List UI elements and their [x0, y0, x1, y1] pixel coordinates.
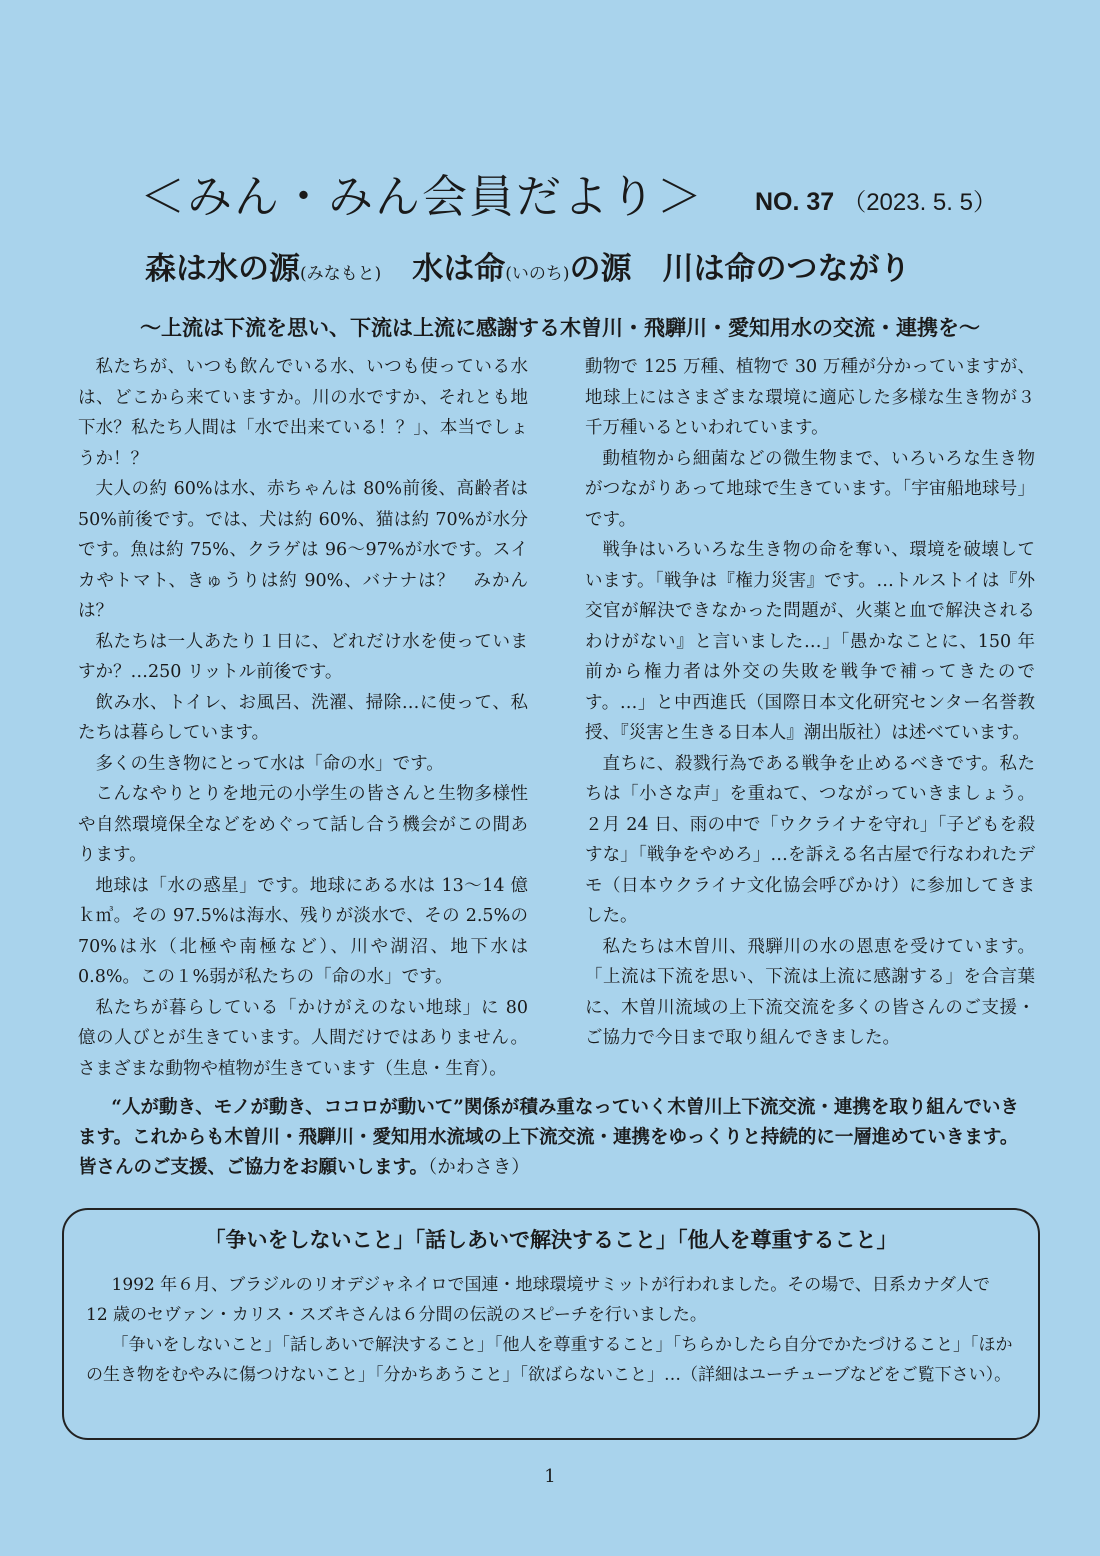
- subheadline: ～上流は下流を思い、下流は上流に感謝する木曽川・飛騨川・愛知用水の交流・連携を～: [140, 315, 980, 340]
- page-number: 1: [544, 1466, 556, 1487]
- closing-statement: [78, 1093, 1028, 1183]
- masthead: [140, 160, 1040, 230]
- left-paragraph: 大人の約 60%は水、赤ちゃんは 80%前後、高齢者は 50%前後です。では、犬は約 60%、猫は約 70%が水分です。魚は約 75%、クラゲは 96～97%が水です。スイカやトマト、きゅうりは約 90%、バナナは？ みかんは？: [78, 479, 528, 621]
- speech-box-body: [86, 1270, 1016, 1390]
- closing-signature: （かわさき）: [428, 1157, 530, 1178]
- left-paragraph: こんなやりとりを地元の小学生の皆さんと生物多様性や自然環境保全などをめぐって話し合う機会がこの間あります。: [78, 784, 528, 865]
- headline-ruby-1: (みなもと): [300, 264, 382, 284]
- speech-box-paragraph: 「争いをしないこと」「話しあいで解決すること」「他人を尊重すること」「ちらかしたら自分でかたづけること」「ほかの生き物をむやみに傷つけないこと」「分かちあうこと」「欲ばらないこと」…（詳細はユーチューブなどをご覧下さい）。: [86, 1335, 1013, 1385]
- speech-box: [62, 1208, 1040, 1440]
- right-paragraph: 私たちは木曽川、飛騨川の水の恩恵を受けています。「上流は下流を思い、下流は上流に感謝する」を合言葉に、木曽川流域の上下流交流を多くの皆さんのご支援・ご協力で今日まで取り組んできました。: [585, 936, 1035, 1048]
- closing-text: “人が動き、モノが動き、ココロが動いて”関係が積み重なっていく木曽川上下流交流・連携を取り組んでいきます。これからも木曽川・飛騨川・愛知用水流域の上下流交流・連携をゆっくりと持続的に一層進めていきます。皆さんのご支援、ご協力をお願いします。: [78, 1097, 1019, 1178]
- right-column: [585, 352, 1035, 1054]
- left-paragraph: 私たちが、いつも飲んでいる水、いつも使っている水は、どこから来ていますか。川の水ですか、それとも地下水？私たち人間は「水で出来ている！？」、本当でしょうか！？: [78, 357, 528, 469]
- speech-box-paragraph: 1992 年６月、ブラジルのリオデジャネイロで国連・地球環境サミットが行われました。その場で、日系カナダ人で 12 歳のセヴァン・カリス・スズキさんは６分間の伝説のスピーチを行いました。: [86, 1275, 991, 1325]
- left-paragraph: 多くの生き物にとって水は「命の水」です。: [95, 753, 444, 774]
- headline-part-3: の源 川は命のつながり: [569, 251, 911, 287]
- right-paragraph-continued: 動物で 125 万種、植物で 30 万種が分かっていますが、地球上にはさまざまな環境に適応した多様な生き物が３千万種いるといわれています。: [585, 357, 1035, 438]
- headline: [145, 243, 965, 288]
- issue-date: （2023. 5. 5）: [842, 189, 997, 216]
- issue-info: [755, 182, 997, 217]
- headline-ruby-2: (いのち): [505, 264, 570, 284]
- headline-part-1: 森は水の源: [145, 251, 300, 287]
- right-paragraph: 動植物から細菌などの微生物まで、いろいろな生き物がつながりあって地球で生きています。「宇宙船地球号」です。: [585, 448, 1035, 530]
- headline-part-2: 水は命: [381, 251, 506, 287]
- speech-box-title: 「争いをしないこと」「話しあいで解決すること」「他人を尊重すること」: [204, 1228, 898, 1252]
- right-paragraph: 戦争はいろいろな生き物の命を奪い、環境を破壊しています。「戦争は『権力災害』です。…トルストイは『外交官が解決できなかった問題が、火薬と血で解決されるわけがない』と言いました…」「愚かなことに、150 年前から権力者は外交の失敗を戦争で補ってきたのです。…」と中西進氏（国際日本文化研究センター名誉教授、『災害と生きる日本人』潮出版社）は述べています。: [585, 540, 1035, 743]
- left-column: [78, 352, 528, 1084]
- newsletter-title: ＜みん・みん会員だより＞: [140, 170, 705, 223]
- left-paragraph: 私たちが暮らしている「かけがえのない地球」に 80 億の人びとが生きています。人間だけではありません。さまざまな動物や植物が生きています（生息・生育）。: [78, 997, 528, 1079]
- issue-number: NO. 37: [755, 188, 835, 216]
- left-paragraph: 飲み水、トイレ、お風呂、洗濯、掃除…に使って、私たちは暮らしています。: [78, 692, 528, 743]
- left-paragraph: 地球は「水の惑星」です。地球にある水は 13～14 億ｋ㎥。その 97.5%は海水、残りが淡水で、その 2.5%の 70%は氷（北極や南極など）、川や湖沼、地下水は 0.8%。この１%弱が私たちの「命の水」です。: [78, 875, 528, 987]
- right-paragraph: 直ちに、殺戮行為である戦争を止めるべきです。私たちは「小さな声」を重ねて、つながっていきましょう。２月 24 日、雨の中で「ウクライナを守れ」「子どもを殺すな」「戦争をやめろ」…を訴える名古屋で行なわれたデモ（日本ウクライナ文化協会呼びかけ）に参加してきました。: [585, 753, 1035, 926]
- left-paragraph: 私たちは一人あたり１日に、どれだけ水を使っていますか？…250 リットル前後です。: [78, 631, 528, 682]
